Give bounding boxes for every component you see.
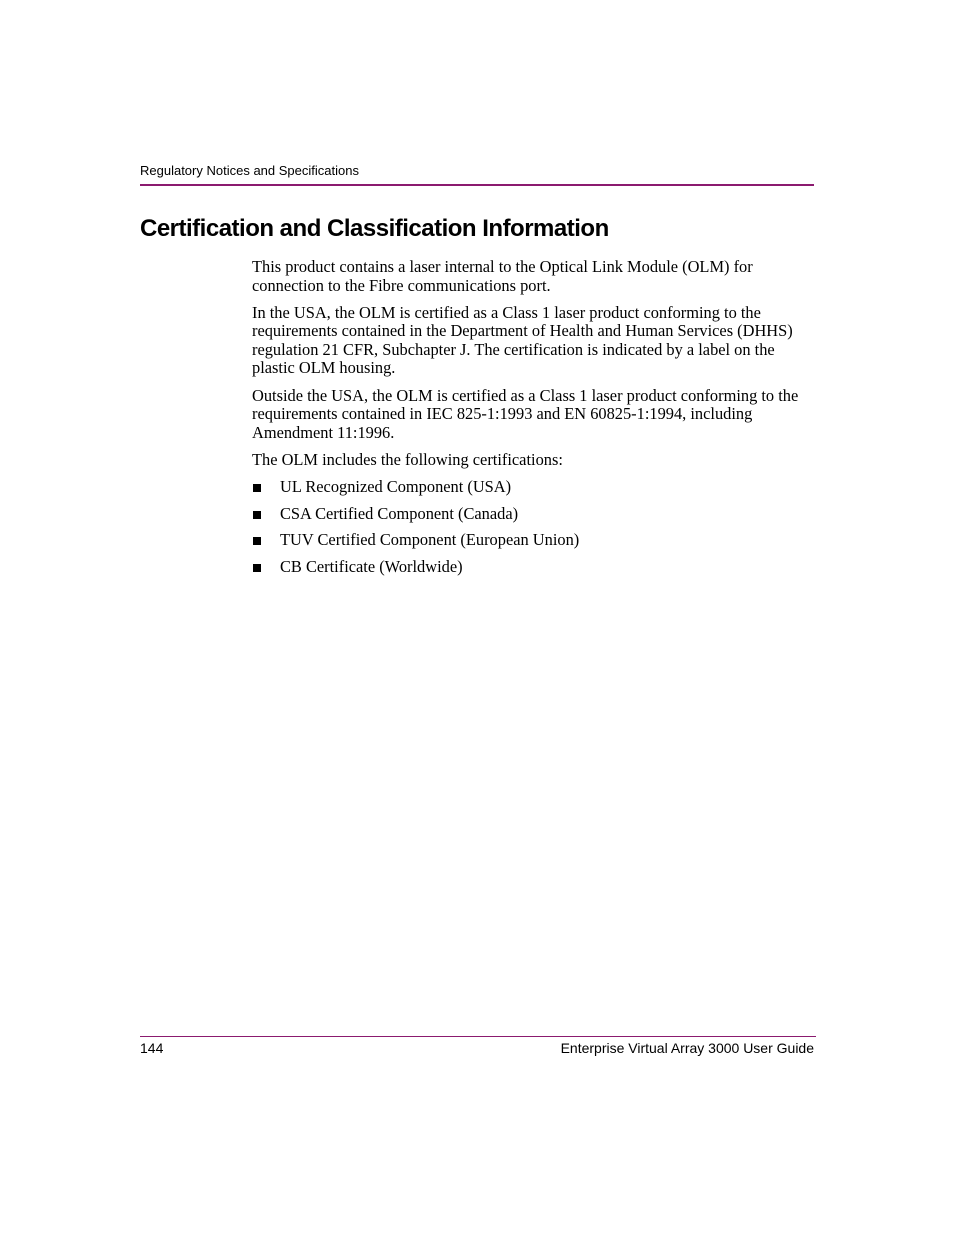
list-item [252,558,814,577]
section-title: Certification and Classification Information [140,215,609,242]
square-bullet-icon [253,537,261,545]
paragraph: Outside the USA, the OLM is certified as a Class 1 laser product conforming to the requirements contained in IEC 825-1:1993 and EN 60825-1:1994, including Amendment 11:1996. [252,385,799,442]
document-title: Enterprise Virtual Array 3000 User Guide [560,1040,814,1056]
certification-list [252,478,814,576]
page-number: 144 [140,1040,164,1056]
list-item-text: CSA Certified Component (Canada) [280,503,519,523]
square-bullet-icon [253,484,261,492]
header-rule [140,184,814,186]
running-header: Regulatory Notices and Specifications [140,163,359,178]
paragraph: In the USA, the OLM is certified as a Class 1 laser product conforming to the requirements contained in the Department of Health and Human Services (DHHS) regulation 21 CFR, Subchapter J. The certification is indicated by a label on the plastic OLM housing. [252,302,793,378]
list-item-text: UL Recognized Component (USA) [280,476,512,496]
footer-rule [140,1036,816,1037]
square-bullet-icon [253,511,261,519]
paragraph: The OLM includes the following certifications: [252,449,563,469]
list-item [252,531,814,550]
list-item [252,478,814,497]
paragraph: This product contains a laser internal to the Optical Link Module (OLM) for connection to the Fibre communications port. [252,257,753,295]
list-item-text: TUV Certified Component (European Union) [280,530,580,550]
section-body [252,258,814,584]
list-item [252,505,814,524]
square-bullet-icon [253,564,261,572]
list-item-text: CB Certificate (Worldwide) [280,556,463,576]
